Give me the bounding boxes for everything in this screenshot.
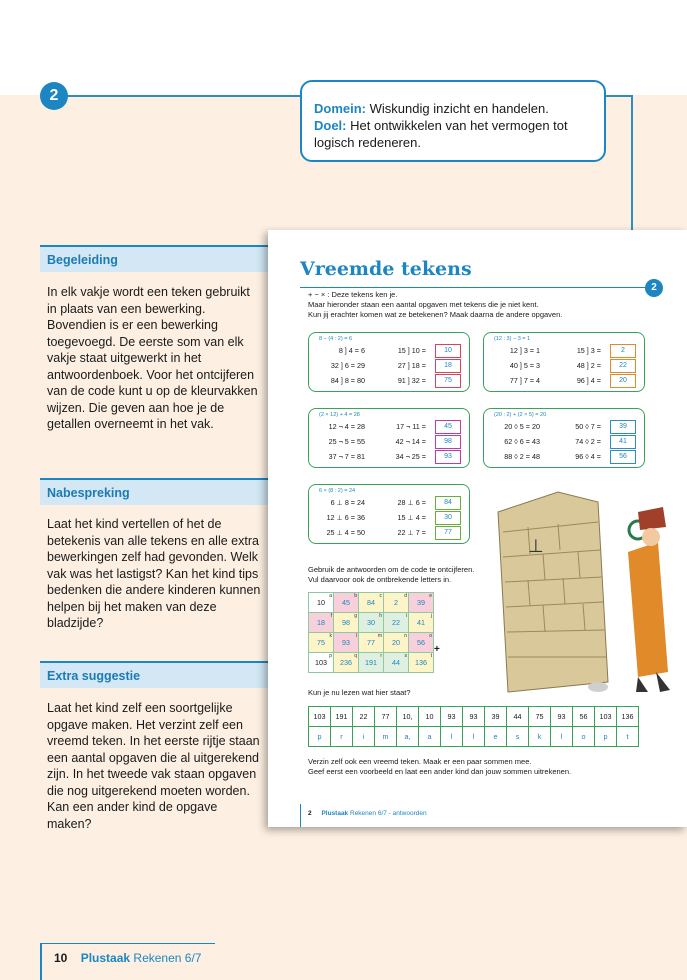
puzzle-formula: (20 : 2) + (2 × 5) = 20 xyxy=(494,412,547,418)
solved-equation: 37 ¬ 7 = 81 xyxy=(328,452,365,461)
code-instruction-line: Vul daarvoor ook de ontbrekende letters in. xyxy=(308,575,452,584)
cipher-value: 56 xyxy=(417,638,425,647)
code-number: 103 xyxy=(309,707,331,727)
puzzle-formula: 8 − (4 : 2) = 6 xyxy=(319,336,353,342)
cipher-cell xyxy=(309,653,334,673)
code-letter: m xyxy=(375,727,397,747)
inner-footer xyxy=(308,810,427,817)
code-number: 75 xyxy=(529,707,551,727)
cipher-value: 103 xyxy=(315,658,327,667)
cipher-cell xyxy=(359,613,384,633)
cipher-cell xyxy=(359,593,384,613)
cipher-value: 93 xyxy=(342,638,350,647)
lesson-number-badge: 2 xyxy=(40,82,68,110)
cipher-value: 30 xyxy=(367,618,375,627)
solved-equation: 32 ] 6 = 29 xyxy=(330,361,365,370)
cipher-value: 45 xyxy=(342,598,350,607)
cipher-cell xyxy=(334,633,359,653)
cipher-letter: g xyxy=(354,613,357,619)
code-letter: a xyxy=(419,727,441,747)
puzzle-box xyxy=(308,484,470,544)
unsolved-equation: 96 ◊ 4 = xyxy=(575,452,601,461)
unsolved-equation: 34 ¬ 25 = xyxy=(395,452,426,461)
code-number: 93 xyxy=(441,707,463,727)
cipher-cell xyxy=(409,633,434,653)
cipher-cell xyxy=(409,593,434,613)
section-nabespreking-title: Nabespreking xyxy=(40,478,268,505)
footer-subtitle: Rekenen 6/7 xyxy=(133,951,202,965)
solved-equation: 12 ⊥ 6 = 36 xyxy=(326,513,365,522)
cipher-letter: c xyxy=(379,593,382,599)
cipher-letter: j xyxy=(430,613,432,619)
domain-text: Wiskundig inzicht en handelen. xyxy=(369,101,549,116)
solved-equation: 12 ] 3 = 1 xyxy=(509,346,540,355)
cipher-letter: i xyxy=(405,613,407,619)
unsolved-equation: 50 ◊ 7 = xyxy=(575,422,601,431)
worksheet-intro xyxy=(308,290,562,320)
puzzle-formula: 6 × (8 : 2) = 24 xyxy=(319,488,356,494)
cipher-letter: b xyxy=(354,593,357,599)
unsolved-equation: 74 ◊ 2 = xyxy=(575,437,601,446)
code-letter: p xyxy=(595,727,617,747)
code-number: 93 xyxy=(551,707,573,727)
closing-instructions xyxy=(308,757,571,777)
code-letter: p xyxy=(309,727,331,747)
cipher-cell xyxy=(384,593,409,613)
code-letter: t xyxy=(617,727,639,747)
cipher-letter: s xyxy=(404,653,407,659)
code-letter: r xyxy=(331,727,353,747)
detective-illustration xyxy=(488,482,687,697)
section-begeleiding-title: Begeleiding xyxy=(40,245,268,272)
answer-box: 39 xyxy=(610,420,636,434)
solved-equation: 20 ◊ 5 = 20 xyxy=(504,422,540,431)
section-begeleiding-text: In elk vakje wordt een teken gebruikt in plaats van een bewerking. Bovendien is er een bewerking toegevoegd. De eerste som van elk vakje staat uitgewerkt in het antwoordenboek. Voor het ontcijferen van de code kunt u op de kleurvakken wijzen. Die geven aan hoe je de getallen overneemt in het vak. xyxy=(47,285,258,431)
cipher-value: 98 xyxy=(342,618,350,627)
intro-line: + − × : Deze tekens ken je. xyxy=(308,290,398,299)
cipher-value: 84 xyxy=(367,598,375,607)
cipher-value: 22 xyxy=(392,618,400,627)
code-number: 77 xyxy=(375,707,397,727)
unsolved-equation: 48 ] 2 = xyxy=(576,361,601,370)
code-instruction-line: Gebruik de antwoorden om de code te ontcijferen. xyxy=(308,565,475,574)
code-number: 103 xyxy=(595,707,617,727)
grid-plus-sign: + xyxy=(434,644,440,655)
unsolved-equation: 15 ⊥ 4 = xyxy=(397,513,426,522)
cipher-letter: h xyxy=(379,613,382,619)
puzzle-box xyxy=(308,332,470,392)
unsolved-equation: 15 ] 10 = xyxy=(397,346,426,355)
cipher-cell xyxy=(359,653,384,673)
cipher-letter: q xyxy=(354,653,357,659)
answer-box: 45 xyxy=(435,420,461,434)
puzzle-box xyxy=(308,408,470,468)
answer-box: 30 xyxy=(435,511,461,525)
goal-label: Doel: xyxy=(314,118,347,133)
solved-equation: 88 ◊ 2 = 48 xyxy=(504,452,540,461)
cipher-letter: p xyxy=(329,653,332,659)
cipher-value: 39 xyxy=(417,598,425,607)
code-number: 44 xyxy=(507,707,529,727)
answer-box: 41 xyxy=(610,435,636,449)
section-extra-title: Extra suggestie xyxy=(40,661,268,688)
solved-equation: 6 ⊥ 8 = 24 xyxy=(330,498,365,507)
unsolved-equation: 22 ⊥ 7 = xyxy=(397,528,426,537)
page-number: 10 xyxy=(54,951,68,965)
cipher-letter: n xyxy=(404,633,407,639)
answer-box: 56 xyxy=(610,450,636,464)
cipher-value: 2 xyxy=(394,598,398,607)
code-letter: k xyxy=(529,727,551,747)
footer-brand: Plustaak xyxy=(80,951,131,965)
code-number: 10 xyxy=(419,707,441,727)
cipher-letter: a xyxy=(329,593,332,599)
cipher-letter: l xyxy=(355,633,357,639)
puzzle-box xyxy=(483,408,645,468)
cipher-value: 191 xyxy=(365,658,377,667)
cipher-cell xyxy=(309,593,334,613)
answer-box: 20 xyxy=(610,374,636,388)
code-letter: l xyxy=(441,727,463,747)
closing-line: Geef eerst een voorbeeld en laat een ander kind dan jouw sommen uitrekenen. xyxy=(308,767,572,776)
code-table xyxy=(308,706,639,747)
inner-footer-line xyxy=(300,804,301,827)
cipher-cell xyxy=(359,633,384,653)
worksheet-number-badge: 2 xyxy=(645,279,663,297)
cipher-cell xyxy=(409,653,434,673)
puzzle-formula: (2 × 12) + 4 = 28 xyxy=(319,412,360,418)
cipher-value: 10 xyxy=(317,598,325,607)
cipher-cell xyxy=(384,633,409,653)
code-number: 56 xyxy=(573,707,595,727)
goal-box xyxy=(300,80,606,162)
code-number: 10, xyxy=(397,707,419,727)
title-rule xyxy=(300,287,655,288)
answer-box: 2 xyxy=(610,344,636,358)
cipher-letter: f xyxy=(330,613,332,619)
code-letter: o xyxy=(573,727,595,747)
solved-equation: 84 ] 8 = 80 xyxy=(330,376,365,385)
cipher-value: 44 xyxy=(392,658,400,667)
code-number: 22 xyxy=(353,707,375,727)
code-instructions xyxy=(308,565,474,585)
puzzle-box xyxy=(483,332,645,392)
cipher-value: 41 xyxy=(417,618,425,627)
code-letter: l xyxy=(551,727,573,747)
solved-equation: 12 ¬ 4 = 28 xyxy=(328,422,365,431)
cipher-cell xyxy=(409,613,434,633)
cipher-grid xyxy=(308,592,434,673)
solved-equation: 25 ¬ 5 = 55 xyxy=(328,437,365,446)
section-nabespreking-text: Laat het kind vertellen of het de betekenis van alle tekens en alle extra bewerkingen zelf had gevonden. Welk vak was het lastigst? Kan het kind tips bedenken die andere kinderen kunnen helpen bij het maken van deze bladzijde? xyxy=(47,517,261,630)
cipher-value: 18 xyxy=(317,618,325,627)
cipher-letter: o xyxy=(429,633,432,639)
unsolved-equation: 27 ] 18 = xyxy=(397,361,426,370)
solved-equation: 8 ] 4 = 6 xyxy=(338,346,365,355)
cipher-cell xyxy=(334,593,359,613)
unsolved-equation: 91 ] 32 = xyxy=(397,376,426,385)
answer-box: 77 xyxy=(435,526,461,540)
answer-box: 22 xyxy=(610,359,636,373)
answer-box: 75 xyxy=(435,374,461,388)
solved-equation: 25 ⊥ 4 = 50 xyxy=(326,528,365,537)
unsolved-equation: 42 ¬ 14 = xyxy=(395,437,426,446)
inner-footer-subtitle: Rekenen 6/7 - antwoorden xyxy=(350,810,427,817)
cipher-cell xyxy=(309,613,334,633)
cipher-cell xyxy=(384,613,409,633)
unsolved-equation: 17 ¬ 11 = xyxy=(396,422,426,431)
solved-equation: 62 ◊ 6 = 43 xyxy=(504,437,540,446)
inner-footer-brand: Plustaak xyxy=(321,810,349,817)
intro-line: Kun jij erachter komen wat ze betekenen? Maak daarna de andere opgaven. xyxy=(308,310,563,319)
cipher-letter: k xyxy=(329,633,332,639)
code-number: 39 xyxy=(485,707,507,727)
section-extra-text: Laat het kind zelf een soortgelijke opgave maken. Het verzint zelf een vreemd teken. In het eerste rijtje staan een aantal opgaven die al uitgerekend zijn. In het tweede vak staan opgaven die nog uitgerekend moeten worden. Kan een ander kind de opgave maken? xyxy=(47,701,260,831)
inner-page-number: 2 xyxy=(308,810,312,817)
unsolved-equation: 96 ] 4 = xyxy=(576,376,601,385)
cipher-value: 77 xyxy=(367,638,375,647)
cipher-cell xyxy=(309,633,334,653)
code-number: 136 xyxy=(617,707,639,727)
solved-equation: 40 ] 5 = 3 xyxy=(509,361,540,370)
code-letter: a, xyxy=(397,727,419,747)
code-letter: s xyxy=(507,727,529,747)
puzzle-formula: (12 : 3) − 3 = 1 xyxy=(494,336,531,342)
code-number: 191 xyxy=(331,707,353,727)
worksheet-title: Vreemde tekens xyxy=(300,258,472,280)
intro-line: Maar hieronder staan een aantal opgaven met tekens die je niet kent. xyxy=(308,300,539,309)
cipher-value: 75 xyxy=(317,638,325,647)
cipher-letter: e xyxy=(429,593,432,599)
page-footer xyxy=(54,951,201,965)
answer-box: 84 xyxy=(435,496,461,510)
answer-page xyxy=(268,230,687,827)
cipher-cell xyxy=(334,653,359,673)
cipher-cell xyxy=(334,613,359,633)
code-letter: e xyxy=(485,727,507,747)
svg-text:⊥: ⊥ xyxy=(528,536,544,557)
header-vertical-line xyxy=(631,95,633,233)
solved-equation: 77 ] 7 = 4 xyxy=(509,376,540,385)
cipher-letter: d xyxy=(404,593,407,599)
footer-line xyxy=(40,943,42,980)
goal-text: Het ontwikkelen van het vermogen tot logisch redeneren. xyxy=(314,118,568,150)
answer-box: 93 xyxy=(435,450,461,464)
code-letter: i xyxy=(353,727,375,747)
unsolved-equation: 28 ⊥ 6 = xyxy=(397,498,426,507)
answer-box: 10 xyxy=(435,344,461,358)
cipher-letter: m xyxy=(377,633,382,639)
cipher-cell xyxy=(384,653,409,673)
closing-line: Verzin zelf ook een vreemd teken. Maak er een paar sommen mee. xyxy=(308,757,532,766)
cipher-value: 20 xyxy=(392,638,400,647)
read-question: Kun je nu lezen wat hier staat? xyxy=(308,688,411,697)
cipher-value: 136 xyxy=(415,658,427,667)
cipher-letter: r xyxy=(380,653,382,659)
cipher-value: 236 xyxy=(340,658,352,667)
answer-box: 18 xyxy=(435,359,461,373)
unsolved-equation: 15 ] 3 = xyxy=(576,346,601,355)
code-number: 93 xyxy=(463,707,485,727)
code-letter: l xyxy=(463,727,485,747)
footer-rule xyxy=(40,943,215,944)
answer-box: 98 xyxy=(435,435,461,449)
domain-label: Domein: xyxy=(314,101,366,116)
cipher-letter: t xyxy=(430,653,432,659)
